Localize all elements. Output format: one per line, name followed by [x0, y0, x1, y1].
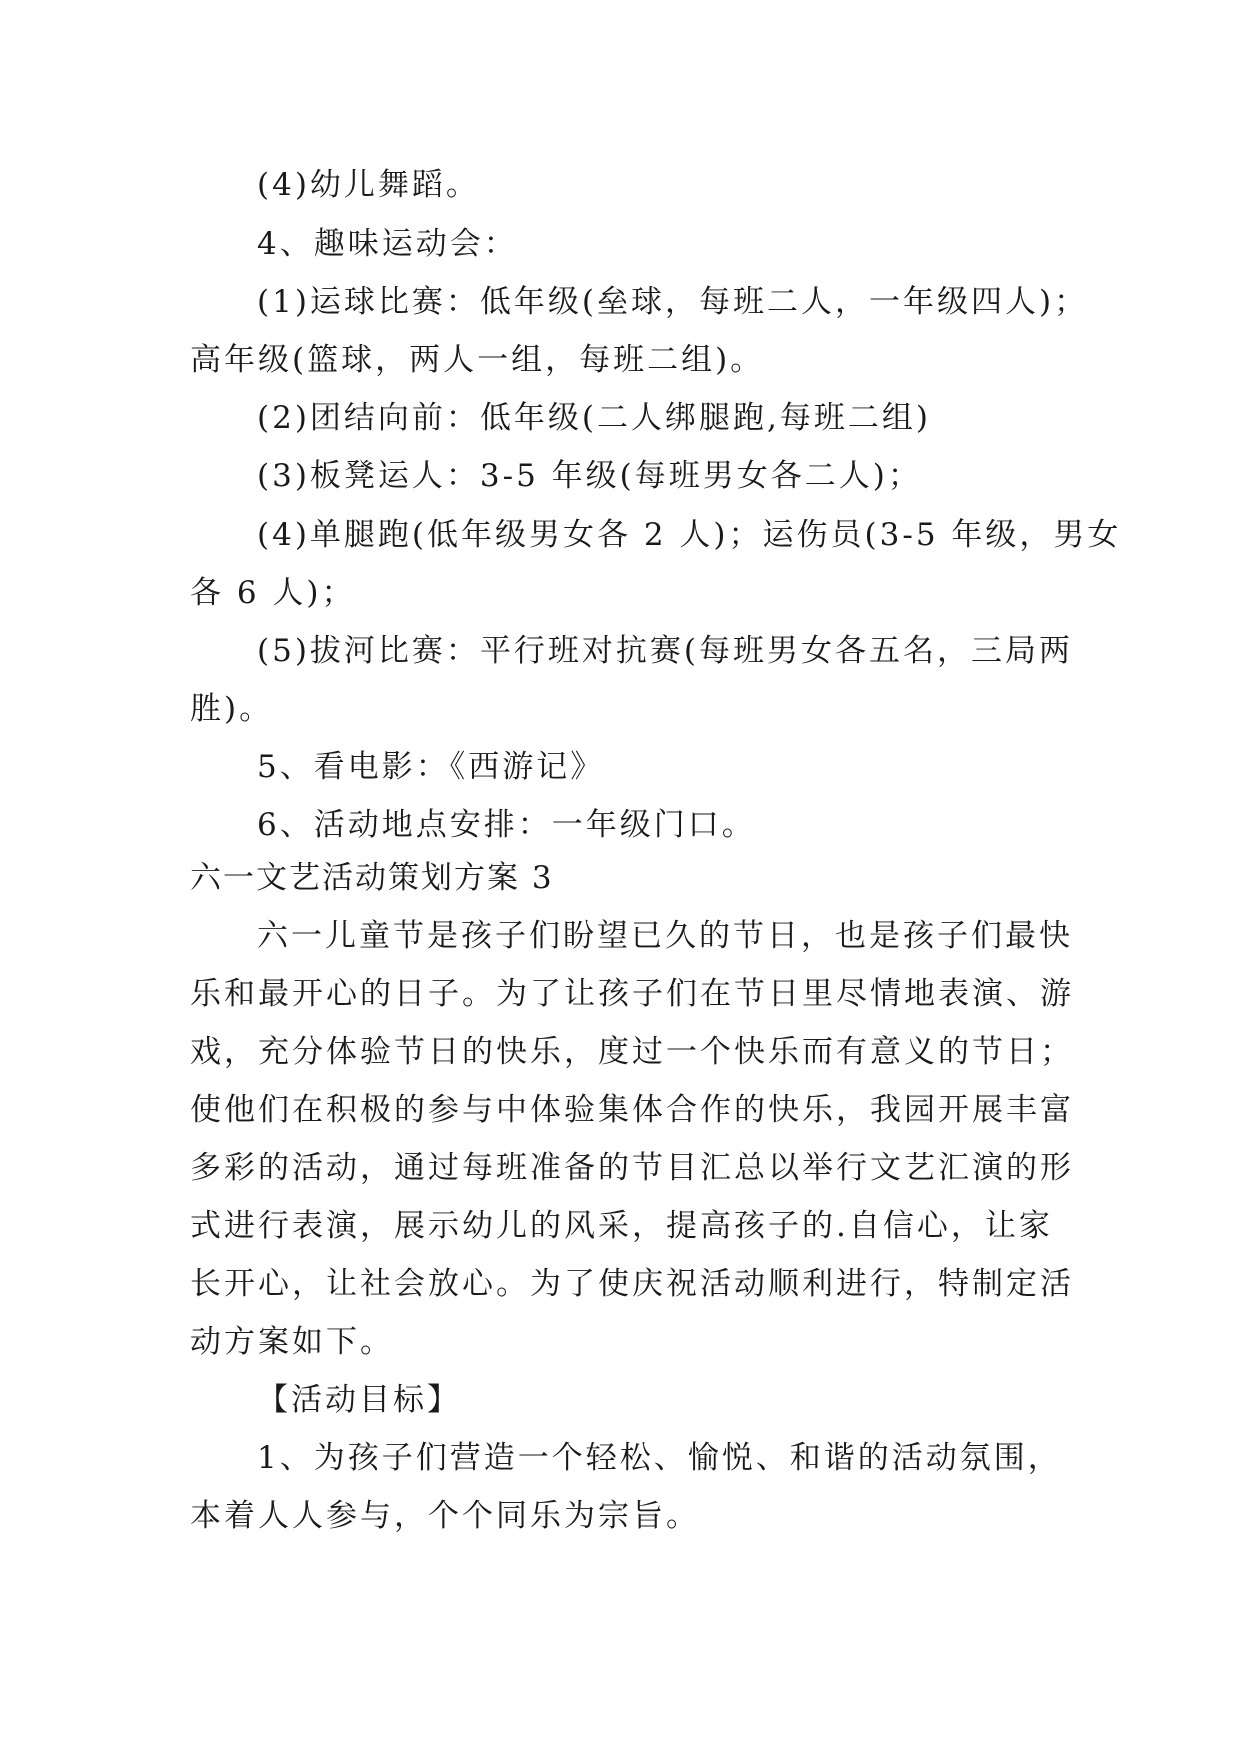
text-line: 6、活动地点安排：一年级门口。	[257, 807, 756, 843]
text-line: 长开心，让社会放心。为了使庆祝活动顺利进行，特制定活	[190, 1266, 1074, 1302]
text-line: 5、看电影：《西游记》	[257, 749, 605, 785]
text-line: (1)运球比赛：低年级(垒球，每班二人，一年级四人)；	[257, 284, 1089, 320]
text-line: 式进行表演，展示幼儿的风采，提高孩子的.自信心，让家	[190, 1208, 1053, 1244]
text-line: (3)板凳运人：3-5 年级(每班男女各二人)；	[257, 458, 922, 494]
text-line: 4、趣味运动会：	[257, 226, 518, 262]
text-line: (4)单腿跑(低年级男女各 2 人)；运伤员(3-5 年级，男女	[257, 517, 1122, 553]
section-subheading: 【活动目标】	[257, 1382, 461, 1418]
text-line: 六一儿童节是孩子们盼望已久的节日，也是孩子们最快	[257, 918, 1073, 954]
text-line: 戏，充分体验节日的快乐，度过一个快乐而有意义的节日；	[190, 1034, 1074, 1070]
text-line: 本着人人参与，个个同乐为宗旨。	[190, 1498, 700, 1534]
text-line: (4)幼儿舞蹈。	[257, 167, 480, 203]
text-line: 动方案如下。	[190, 1324, 394, 1360]
text-line: 各 6 人)；	[190, 575, 356, 611]
section-heading: 六一文艺活动策划方案 3	[190, 860, 554, 896]
text-line: 胜)。	[190, 691, 274, 727]
text-line: 多彩的活动，通过每班准备的节目汇总以举行文艺汇演的形	[190, 1150, 1074, 1186]
text-line: 使他们在积极的参与中体验集体合作的快乐，我园开展丰富	[190, 1092, 1074, 1128]
text-line: 高年级(篮球，两人一组，每班二组)。	[190, 342, 765, 378]
text-line: 1、为孩子们营造一个轻松、愉悦、和谐的活动氛围，	[257, 1440, 1062, 1476]
text-line: (2)团结向前：低年级(二人绑腿跑,每班二组)	[257, 400, 931, 436]
text-line: 乐和最开心的日子。为了让孩子们在节日里尽情地表演、游	[190, 976, 1074, 1012]
text-line: (5)拔河比赛：平行班对抗赛(每班男女各五名，三局两	[257, 633, 1074, 669]
